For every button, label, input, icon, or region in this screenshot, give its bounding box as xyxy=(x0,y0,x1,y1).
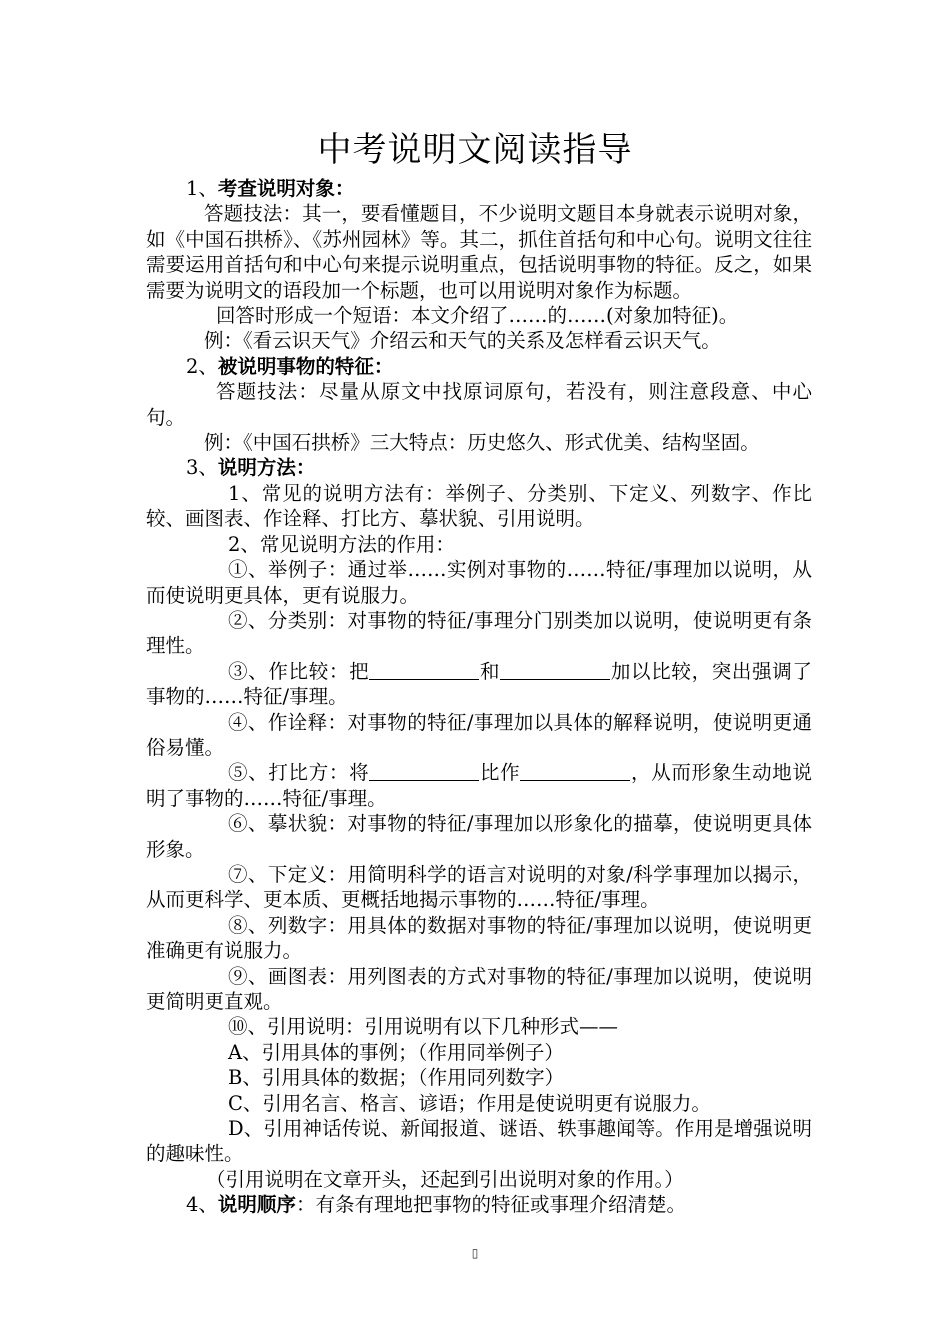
method-item: ③、作比较：把 和 加以比较，突出强调了事物的……特征/事理。 xyxy=(146,659,812,709)
paragraph: 例：《看云识天气》介绍云和天气的关系及怎样看云识天气。 xyxy=(204,329,721,353)
note: （引用说明在文章开头，还起到引出说明对象的作用。） xyxy=(206,1167,684,1191)
paragraph: 答题技法：其一，要看懂题目，不少说明文题目本身就表示说明对象，如《中国石拱桥》、《苏州园林》等。其二，抓住首括句和中心句。说明文往往需要运用首括句和中心句来提示说明重点，包括说明事物的特征。反之，如果需要为说明文的语段加一个标题，也可以用说明对象作为标题。 xyxy=(146,202,812,302)
method-item: ⑥、摹状貌：对事物的特征/事理加以形象化的描摹，使说明更具体形象。 xyxy=(146,812,812,861)
method-item: ①、举例子：通过举……实例对事物的……特征/事理加以说明，从而使说明更具体，更有说服力。 xyxy=(146,558,812,607)
fill-blank xyxy=(520,762,630,781)
page-title: 中考说明文阅读指导 xyxy=(317,130,633,170)
sub-item: C、引用名言、格言、谚语；作用是使说明更有说服力。 xyxy=(228,1091,711,1115)
paragraph: 答题技法：尽量从原文中找原词原句，若没有，则注意段意、中心句。 xyxy=(146,380,812,429)
paragraph: 1、常见的说明方法有：举例子、分类别、下定义、列数字、作比较、画图表、作诠释、打比方、摹状貌、引用说明。 xyxy=(146,481,812,531)
sub-item: A、引用具体的事例；（作用同举例子） xyxy=(228,1040,564,1064)
paragraph: 回答时形成一个短语：本文介绍了……的……(对象加特征)。 xyxy=(216,304,739,328)
section-heading-1: 1、考查说明对象： xyxy=(186,177,355,200)
method-item: ⑨、画图表：用列图表的方式对事物的特征/事理加以说明，使说明更简明更直观。 xyxy=(146,964,812,1013)
fill-blank xyxy=(369,762,479,781)
paragraph: 例：《中国石拱桥》三大特点：历史悠久、形式优美、结构坚固。 xyxy=(204,431,760,455)
fill-blank xyxy=(500,661,610,680)
method-item: ⑩、引用说明：引用说明有以下几种形式—— xyxy=(228,1015,619,1039)
sub-item: D、引用神话传说、新闻报道、谜语、轶事趣闻等。作用是增强说明的趣味性。 xyxy=(146,1117,812,1166)
section-heading-3: 3、说明方法： xyxy=(186,456,316,480)
document-body xyxy=(146,176,812,1218)
sub-item: B、引用具体的数据；（作用同列数字） xyxy=(228,1066,565,1090)
method-item: ⑦、下定义：用简明科学的语言对说明的对象/科学事理加以揭示，从而更科学、更本质、更概括地揭示事物的……特征/事理。 xyxy=(146,862,812,912)
method-item: ⑤、打比方：将 比作 ，从而形象生动地说明了事物的……特征/事理。 xyxy=(146,761,812,810)
section-heading-2: 2、被说明事物的特征： xyxy=(186,354,394,378)
method-item: ④、作诠释：对事物的特征/事理加以具体的解释说明，使说明更通俗易懂。 xyxy=(146,710,812,759)
page-footer-mark: ▯ xyxy=(471,1246,479,1260)
fill-blank xyxy=(369,661,479,680)
paragraph: 2、常见说明方法的作用： xyxy=(228,532,455,556)
section-heading-4: 4、说明顺序：有条有理地把事物的特征或事理介绍清楚。 xyxy=(186,1193,686,1217)
method-item: ⑧、列数字：用具体的数据对事物的特征/事理加以说明，使说明更准确更有说服力。 xyxy=(146,913,812,963)
method-item: ②、分类别：对事物的特征/事理分门别类加以说明，使说明更有条理性。 xyxy=(146,608,812,658)
